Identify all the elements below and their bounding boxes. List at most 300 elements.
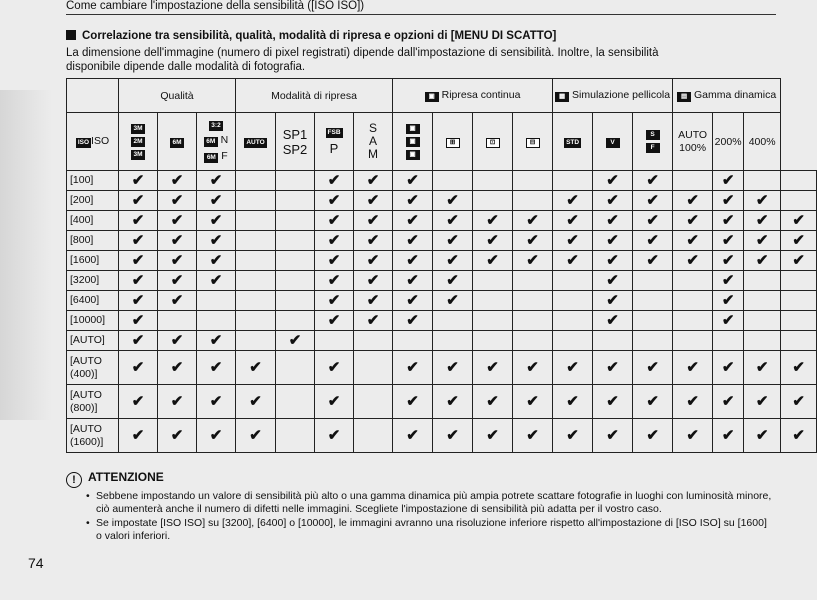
check-icon: ✔ (686, 212, 699, 229)
table-row (67, 271, 817, 291)
table-cell (781, 331, 817, 351)
check-icon: ✔ (327, 312, 341, 329)
table-body (67, 171, 817, 453)
check-icon: ✔ (721, 192, 735, 209)
section-title: Correlazione tra sensibilità, qualità, modalità di ripresa e opzioni di [MENU DI SCATTO] (66, 30, 556, 42)
table-cell (713, 385, 744, 419)
table-cell (673, 211, 713, 231)
table-cell (553, 385, 593, 419)
table-cell (673, 231, 713, 251)
check-icon: ✔ (131, 192, 145, 209)
table-cell (473, 171, 513, 191)
check-icon: ✔ (131, 212, 145, 229)
check-icon: ✔ (606, 312, 619, 329)
table-cell (713, 291, 744, 311)
check-icon: ✔ (366, 232, 380, 249)
table-cell (673, 171, 713, 191)
check-icon: ✔ (366, 272, 380, 289)
table-cell (744, 311, 781, 331)
caution-notes (86, 490, 774, 544)
check-icon: ✔ (327, 393, 341, 410)
check-icon: ✔ (755, 252, 769, 269)
check-icon: ✔ (209, 359, 223, 376)
table-cell (513, 385, 553, 419)
check-icon: ✔ (288, 332, 302, 349)
table-cell (276, 311, 315, 331)
check-icon: ✔ (646, 359, 659, 376)
table-cell (276, 211, 315, 231)
check-icon: ✔ (646, 212, 659, 229)
table-row (67, 191, 817, 211)
check-icon: ✔ (406, 427, 419, 444)
film-velvia-icon: V (606, 138, 620, 148)
table-row (67, 251, 817, 271)
check-icon: ✔ (526, 427, 539, 444)
continuous-sel-icon: ⊟ (526, 138, 540, 148)
check-icon: ✔ (446, 272, 459, 289)
table-cell (593, 351, 633, 385)
quality-6m-icon: 6M (170, 138, 184, 148)
check-icon: ✔ (606, 393, 619, 410)
table-cell (673, 271, 713, 291)
check-icon: ✔ (209, 332, 223, 349)
check-icon: ✔ (755, 232, 769, 249)
check-icon: ✔ (721, 252, 735, 269)
table-cell (744, 419, 781, 453)
group-film-simulation: ▦ Simulazione pellicola (553, 79, 673, 113)
check-icon: ✔ (446, 393, 459, 410)
table-cell (393, 271, 433, 291)
table-cell (158, 211, 197, 231)
table-cell (593, 271, 633, 291)
check-icon: ✔ (606, 192, 619, 209)
table-cell (158, 419, 197, 453)
check-icon: ✔ (566, 359, 579, 376)
table-cell (781, 271, 817, 291)
table-cell (673, 419, 713, 453)
table-cell (393, 291, 433, 311)
check-icon: ✔ (131, 312, 145, 329)
iso-correlation-table: Qualità Modalità di ripresa ▣ Ripresa continua ▦ Simulazione pellicola ▤ Gamma dinamica ISO ISO 3M 2M 3M 6M 3:2 6M N 6M F AUTO SP1 SP2 FSB P S A M ▣ ▣ ▣ ⊞ ⊡ ⊟ STD V S F AUTO 100% 200% 400% [100] ✔ ✔ ✔ ✔ ✔ ✔ ✔ ✔ ✔ [200] ✔ ✔ ✔ ✔ ✔ ✔ ✔ ✔ ✔ ✔ ✔ ✔ ✔ [400] ✔ ✔ ✔ ✔ ✔ ✔ ✔ ✔ ✔ ✔ ✔ ✔ ✔ ✔ ✔ ✔ [800] ✔ ✔ ✔ ✔ ✔ ✔ ✔ ✔ ✔ ✔ ✔ ✔ ✔ ✔ ✔ ✔ [1600] ✔ ✔ ✔ ✔ ✔ ✔ ✔ ✔ ✔ ✔ ✔ ✔ ✔ ✔ ✔ ✔ [3200] ✔ ✔ ✔ ✔ ✔ ✔ ✔ ✔ ✔ [6400] ✔ ✔ ✔ ✔ ✔ ✔ ✔ ✔ [10000] ✔ ✔ ✔ ✔ ✔ ✔ [AUTO] ✔ ✔ ✔ ✔ [AUTO (400)] ✔ ✔ ✔ ✔ ✔ ✔ ✔ ✔ ✔ ✔ ✔ ✔ ✔ ✔ ✔ ✔ [AUTO (800)] ✔ ✔ ✔ ✔ ✔ ✔ ✔ ✔ ✔ ✔ ✔ ✔ ✔ ✔ ✔ ✔ [AUTO (1600)] ✔ ✔ ✔ ✔ ✔ ✔ ✔ ✔ ✔ ✔ ✔ ✔ ✔ ✔ ✔ ✔ (66, 78, 817, 453)
check-icon: ✔ (249, 427, 262, 444)
iso-value: [AUTO (400)] (67, 351, 119, 385)
table-cell (315, 311, 354, 331)
iso-value: [6400] (67, 291, 119, 311)
table-cell (781, 419, 817, 453)
table-cell (633, 171, 673, 191)
film-f-icon: F (646, 143, 660, 153)
table-cell (744, 191, 781, 211)
check-icon: ✔ (327, 292, 341, 309)
check-icon: ✔ (170, 252, 184, 269)
table-cell (119, 191, 158, 211)
table-cell (315, 251, 354, 271)
iso-icon: ISO (77, 139, 90, 146)
table-cell (781, 351, 817, 385)
check-icon: ✔ (327, 252, 341, 269)
table-cell (197, 419, 236, 453)
check-icon: ✔ (327, 212, 341, 229)
table-cell (315, 191, 354, 211)
table-cell (593, 171, 633, 191)
iso-value: [AUTO (1600)] (67, 419, 119, 453)
table-cell (197, 351, 236, 385)
check-icon: ✔ (792, 212, 805, 229)
table-cell (315, 231, 354, 251)
table-row (67, 331, 817, 351)
table-cell (744, 351, 781, 385)
check-icon: ✔ (170, 292, 184, 309)
check-icon: ✔ (686, 359, 699, 376)
table-cell (633, 291, 673, 311)
check-icon: ✔ (606, 427, 619, 444)
check-icon: ✔ (131, 292, 145, 309)
auto-mode-icon: AUTO (246, 139, 265, 146)
table-cell (119, 419, 158, 453)
table-cell (433, 291, 473, 311)
table-cell (553, 271, 593, 291)
table-cell (354, 211, 393, 231)
table-cell (276, 331, 315, 351)
table-cell (473, 311, 513, 331)
check-icon: ✔ (366, 212, 380, 229)
table-cell (744, 211, 781, 231)
table-cell (713, 311, 744, 331)
table-cell (236, 311, 276, 331)
table-cell (354, 231, 393, 251)
table-cell (593, 191, 633, 211)
check-icon: ✔ (721, 312, 735, 329)
table-cell (433, 419, 473, 453)
table-cell (315, 271, 354, 291)
check-icon: ✔ (486, 252, 499, 269)
check-icon: ✔ (406, 252, 419, 269)
check-icon: ✔ (406, 172, 419, 189)
table-cell (158, 311, 197, 331)
table-cell (354, 419, 393, 453)
table-cell (276, 251, 315, 271)
check-icon: ✔ (721, 427, 735, 444)
check-icon: ✔ (566, 212, 579, 229)
table-cell (553, 211, 593, 231)
check-icon: ✔ (526, 212, 539, 229)
table-cell (781, 171, 817, 191)
table-cell (673, 385, 713, 419)
check-icon: ✔ (406, 359, 419, 376)
check-icon: ✔ (755, 192, 769, 209)
table-cell (315, 419, 354, 453)
check-icon: ✔ (606, 292, 619, 309)
table-cell (473, 211, 513, 231)
table-cell (158, 331, 197, 351)
check-icon: ✔ (406, 312, 419, 329)
table-cell (433, 251, 473, 271)
warning-icon: ! (66, 472, 82, 488)
check-icon: ✔ (686, 427, 699, 444)
section-square-icon (66, 30, 76, 40)
table-cell (553, 331, 593, 351)
table-cell (354, 271, 393, 291)
fsb-mode-icon: FSB (327, 128, 341, 136)
table-cell (433, 271, 473, 291)
table-cell (197, 231, 236, 251)
check-icon: ✔ (249, 359, 262, 376)
table-cell (119, 171, 158, 191)
quality-6m-icon: 6M (204, 137, 218, 147)
table-cell (781, 291, 817, 311)
table-cell (673, 291, 713, 311)
table-row (67, 231, 817, 251)
check-icon: ✔ (209, 172, 223, 189)
table-cell (513, 211, 553, 231)
table-cell (158, 385, 197, 419)
table-cell (593, 311, 633, 331)
table-cell (236, 419, 276, 453)
table-cell (315, 331, 354, 351)
table-cell (593, 291, 633, 311)
table-cell (473, 385, 513, 419)
table-cell (236, 211, 276, 231)
check-icon: ✔ (366, 292, 380, 309)
table-cell (633, 331, 673, 351)
table-cell (393, 191, 433, 211)
table-cell (781, 385, 817, 419)
table-cell (553, 311, 593, 331)
table-cell (354, 351, 393, 385)
table-cell (433, 351, 473, 385)
table-cell (393, 331, 433, 351)
table-cell (673, 251, 713, 271)
table-cell (633, 211, 673, 231)
iso-value: [AUTO] (67, 331, 119, 351)
table-cell (593, 419, 633, 453)
table-cell (633, 311, 673, 331)
check-icon: ✔ (170, 232, 184, 249)
table-cell (713, 171, 744, 191)
table-cell (713, 419, 744, 453)
check-icon: ✔ (131, 427, 145, 444)
iso-value: [3200] (67, 271, 119, 291)
iso-column-header: ISO ISO (67, 113, 119, 171)
check-icon: ✔ (406, 272, 419, 289)
check-icon: ✔ (486, 427, 499, 444)
check-icon: ✔ (131, 393, 145, 410)
check-icon: ✔ (170, 393, 184, 410)
check-icon: ✔ (792, 232, 805, 249)
quality-3m-icon: 3M (131, 150, 145, 160)
check-icon: ✔ (366, 252, 380, 269)
table-cell (119, 385, 158, 419)
table-cell (276, 385, 315, 419)
table-cell (236, 385, 276, 419)
check-icon: ✔ (686, 192, 699, 209)
group-continuous: ▣ Ripresa continua (393, 79, 553, 113)
table-cell (158, 291, 197, 311)
iso-value: [800] (67, 231, 119, 251)
table-cell (393, 171, 433, 191)
quality-ratio-icon: 3:2 (209, 121, 223, 131)
table-cell (513, 271, 553, 291)
check-icon: ✔ (327, 359, 341, 376)
check-icon: ✔ (446, 427, 459, 444)
table-cell (744, 251, 781, 271)
iso-value: [100] (67, 171, 119, 191)
table-cell (197, 311, 236, 331)
continuous-final-icon: ▣ (406, 150, 420, 160)
check-icon: ✔ (755, 212, 769, 229)
check-icon: ✔ (327, 272, 341, 289)
table-cell (315, 291, 354, 311)
check-icon: ✔ (327, 172, 341, 189)
iso-value: [AUTO (800)] (67, 385, 119, 419)
table-cell (119, 311, 158, 331)
table-cell (433, 385, 473, 419)
check-icon: ✔ (131, 232, 145, 249)
continuous-long-icon: ⊞ (446, 138, 460, 148)
check-icon: ✔ (209, 393, 223, 410)
check-icon: ✔ (526, 252, 539, 269)
table-cell (744, 231, 781, 251)
check-icon: ✔ (406, 192, 419, 209)
table-cell (513, 331, 553, 351)
table-cell (744, 171, 781, 191)
check-icon: ✔ (721, 232, 735, 249)
table-cell (433, 331, 473, 351)
continuous-bracket-icon: ▣ (406, 137, 420, 147)
table-cell (315, 351, 354, 385)
table-cell (197, 385, 236, 419)
table-cell (354, 171, 393, 191)
list-item: • Se impostate [ISO ISO] su [3200], [6400] o [10000], le immagini avranno una risoluzione inferiore rispetto all'impostazione di [ISO ISO] su [1600] o valori inferiori. (86, 517, 774, 543)
check-icon: ✔ (486, 232, 499, 249)
check-icon: ✔ (446, 192, 459, 209)
table-cell (158, 191, 197, 211)
check-icon: ✔ (792, 393, 805, 410)
film-sim-icon: ▦ (555, 92, 569, 102)
table-cell (276, 171, 315, 191)
table-cell (553, 231, 593, 251)
table-cell (513, 231, 553, 251)
table-cell (197, 171, 236, 191)
table-cell (744, 331, 781, 351)
check-icon: ✔ (406, 292, 419, 309)
list-item: • Sebbene impostando un valore di sensibilità più alto o una gamma dinamica più ampia potrete scattare fotografie in luoghi con luminosità minore, ciò aumenterà anche il numero di difetti nelle immagini. Scegliete l'impostazione di sensibilità più adatta per il vostro caso. (86, 490, 774, 516)
page-number: 74 (28, 555, 44, 571)
table-cell (276, 271, 315, 291)
table-cell (236, 351, 276, 385)
table-cell (158, 171, 197, 191)
check-icon: ✔ (486, 212, 499, 229)
check-icon: ✔ (566, 232, 579, 249)
check-icon: ✔ (792, 359, 805, 376)
table-cell (276, 231, 315, 251)
film-std-icon: STD (566, 139, 580, 146)
check-icon: ✔ (755, 427, 769, 444)
table-cell (593, 385, 633, 419)
check-icon: ✔ (446, 232, 459, 249)
check-icon: ✔ (486, 359, 499, 376)
table-cell (119, 331, 158, 351)
table-cell (236, 331, 276, 351)
check-icon: ✔ (327, 192, 341, 209)
table-cell (553, 419, 593, 453)
table-row (67, 171, 817, 191)
table-cell (119, 271, 158, 291)
check-icon: ✔ (606, 212, 619, 229)
table-cell (354, 385, 393, 419)
check-icon: ✔ (721, 359, 735, 376)
table-cell (354, 291, 393, 311)
check-icon: ✔ (646, 427, 659, 444)
table-cell (473, 351, 513, 385)
table-cell (276, 419, 315, 453)
table-cell (197, 211, 236, 231)
table-cell (236, 251, 276, 271)
check-icon: ✔ (721, 272, 735, 289)
table-cell (354, 251, 393, 271)
table-cell (473, 251, 513, 271)
table-cell (433, 211, 473, 231)
table-cell (393, 251, 433, 271)
table-cell (513, 251, 553, 271)
table-cell (513, 351, 553, 385)
quality-2m-icon: 2M (131, 137, 145, 147)
table-cell (119, 211, 158, 231)
check-icon: ✔ (486, 393, 499, 410)
table-cell (781, 211, 817, 231)
table-cell (744, 291, 781, 311)
check-icon: ✔ (209, 272, 223, 289)
table-cell (633, 419, 673, 453)
group-dynamic-range: ▤ Gamma dinamica (673, 79, 781, 113)
check-icon: ✔ (721, 172, 735, 189)
iso-value: [1600] (67, 251, 119, 271)
table-cell (236, 231, 276, 251)
table-cell (315, 211, 354, 231)
table-cell (315, 171, 354, 191)
check-icon: ✔ (606, 252, 619, 269)
table-cell (633, 231, 673, 251)
table-cell (473, 291, 513, 311)
check-icon: ✔ (446, 292, 459, 309)
check-icon: ✔ (170, 212, 184, 229)
check-icon: ✔ (170, 359, 184, 376)
table-cell (513, 311, 553, 331)
table-cell (513, 419, 553, 453)
table-cell (119, 351, 158, 385)
table-cell (593, 231, 633, 251)
table-cell (473, 271, 513, 291)
check-icon: ✔ (209, 427, 223, 444)
check-icon: ✔ (170, 272, 184, 289)
table-cell (197, 331, 236, 351)
check-icon: ✔ (209, 212, 223, 229)
continuous-best-icon: ⊡ (486, 138, 500, 148)
check-icon: ✔ (406, 212, 419, 229)
table-cell (119, 251, 158, 271)
check-icon: ✔ (646, 192, 659, 209)
table-cell (781, 251, 817, 271)
table-cell (553, 351, 593, 385)
check-icon: ✔ (686, 252, 699, 269)
table-cell (633, 271, 673, 291)
table-row (67, 419, 817, 453)
table-cell (473, 419, 513, 453)
table-cell (197, 191, 236, 211)
check-icon: ✔ (646, 172, 659, 189)
check-icon: ✔ (366, 172, 380, 189)
check-icon: ✔ (646, 393, 659, 410)
